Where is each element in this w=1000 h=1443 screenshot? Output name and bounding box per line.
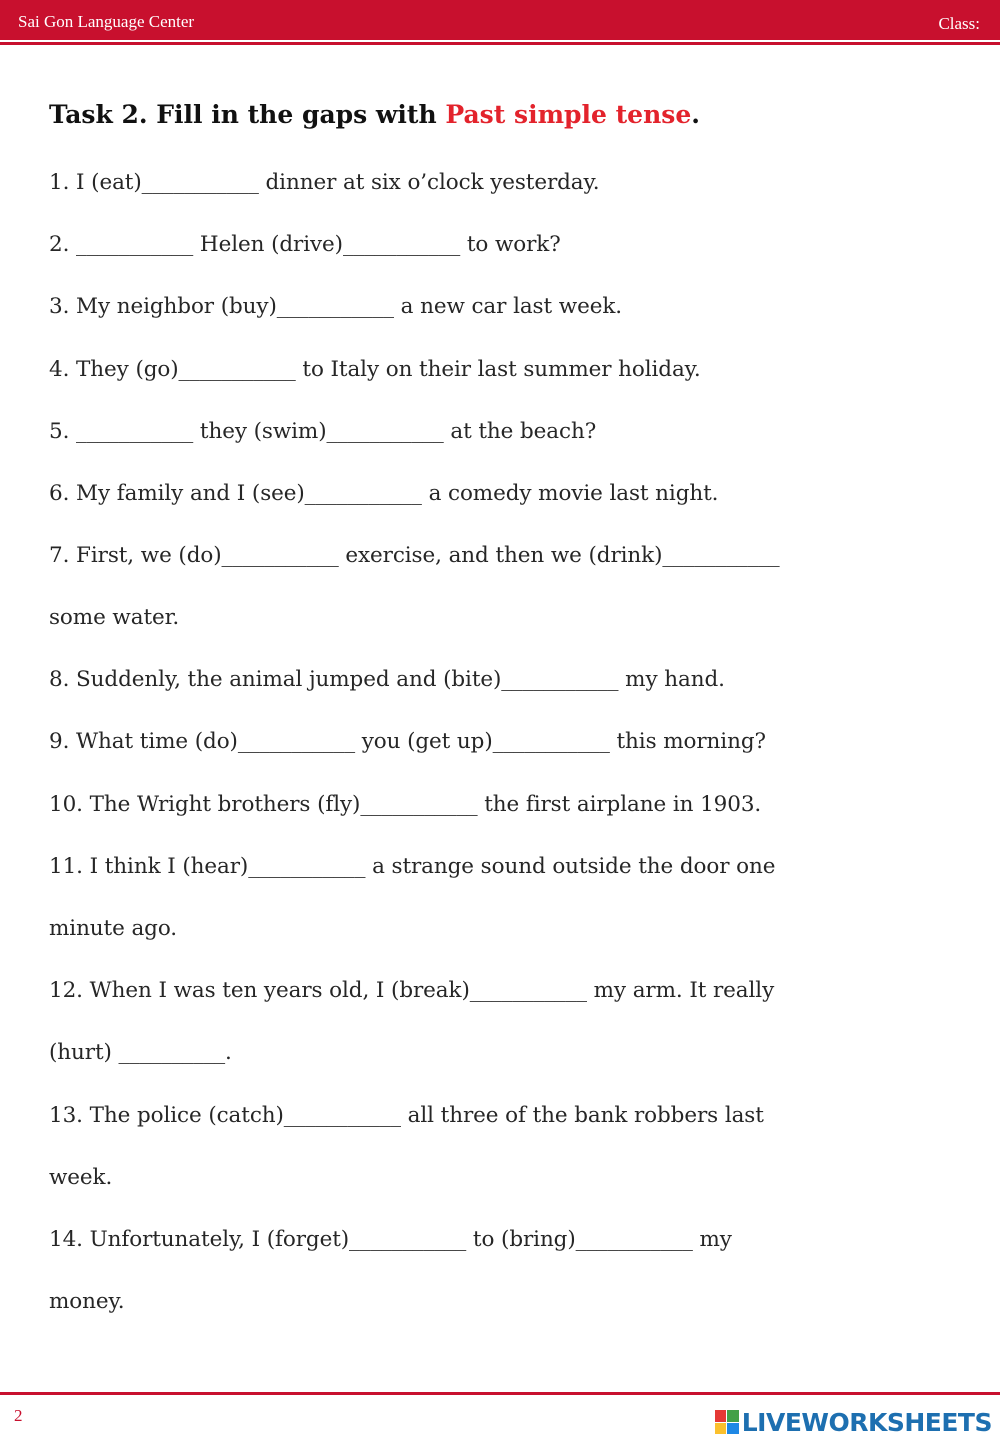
exercise-line-7-cont: some water. (49, 605, 180, 630)
exercise-line-12-cont: (hurt) __________. (49, 1040, 232, 1065)
logo-square (727, 1410, 739, 1422)
logo-square (715, 1410, 727, 1422)
exercise-line-3: 3. My neighbor (buy)___________ a new car last week. (49, 294, 622, 319)
header-bar (0, 0, 1000, 40)
exercise-line-1: 1. I (eat)___________ dinner at six o’clock yesterday. (49, 170, 600, 195)
exercise-line-4: 4. They (go)___________ to Italy on their last summer holiday. (49, 357, 701, 382)
header-divider (0, 42, 1000, 45)
exercise-line-5: 5. ___________ they (swim)___________ at the beach? (49, 419, 597, 444)
task-title-highlight: Past simple tense (445, 100, 692, 129)
exercise-line-13: 13. The police (catch)___________ all three of the bank robbers last (49, 1103, 764, 1128)
exercise-line-13-cont: week. (49, 1165, 113, 1190)
brand-logo (715, 1402, 992, 1442)
exercise-line-11: 11. I think I (hear)___________ a strange sound outside the door one (49, 854, 776, 879)
task-title-prefix: Task 2. Fill in the gaps with (49, 100, 446, 129)
footer-divider (0, 1392, 1000, 1395)
page-number: 2 (14, 1406, 23, 1425)
brand-text: LIVEWORKSHEETS (741, 1407, 992, 1437)
exercise-line-14: 14. Unfortunately, I (forget)___________ to (bring)___________ my (49, 1227, 732, 1252)
exercise-line-11-cont: minute ago. (49, 916, 178, 941)
exercise-line-8: 8. Suddenly, the animal jumped and (bite)___________ my hand. (49, 667, 725, 692)
task-title-suffix: . (691, 100, 700, 129)
exercise-line-2: 2. ___________ Helen (drive)___________ to work? (49, 232, 561, 257)
center-name: Sai Gon Language Center (18, 12, 195, 31)
exercise-line-6: 6. My family and I (see)___________ a comedy movie last night. (49, 481, 719, 506)
task-title (49, 100, 700, 129)
exercise-line-10: 10. The Wright brothers (fly)___________ the first airplane in 1903. (49, 792, 762, 817)
exercise-line-12: 12. When I was ten years old, I (break)___________ my arm. It really (49, 978, 775, 1003)
exercise-line-14-cont: money. (49, 1289, 125, 1314)
exercise-line-7: 7. First, we (do)___________ exercise, and then we (drink)___________ (49, 543, 780, 568)
logo-square (727, 1423, 739, 1435)
logo-square (715, 1423, 727, 1435)
liveworksheets-logo-icon (715, 1410, 739, 1434)
class-label: Class: (938, 14, 980, 33)
exercise-line-9: 9. What time (do)___________ you (get up)___________ this morning? (49, 729, 766, 754)
